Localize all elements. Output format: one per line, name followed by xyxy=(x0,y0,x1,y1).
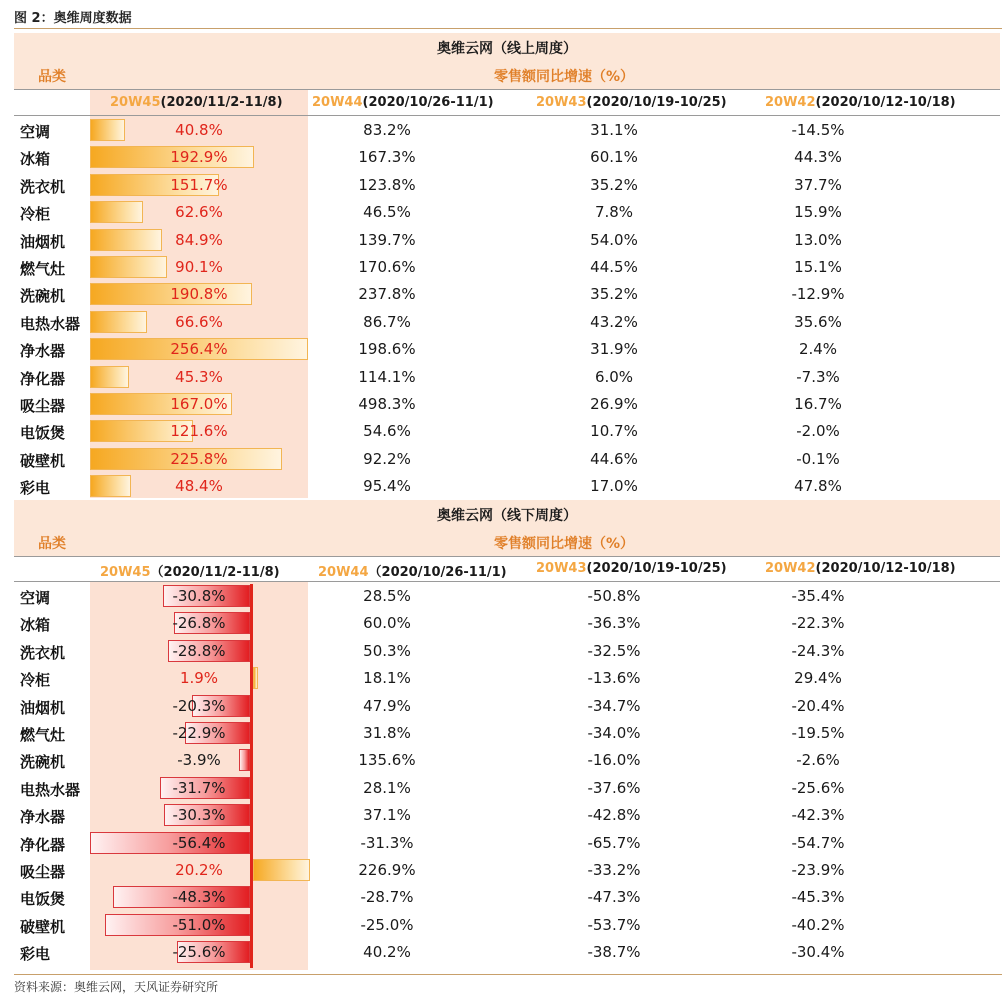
source-note: 资料来源：奥维云网，天风证券研究所 xyxy=(14,980,219,994)
value-w45: 20.2% xyxy=(175,861,223,879)
value-w44: -31.3% xyxy=(360,833,414,852)
table-row xyxy=(14,830,1000,857)
value-w45: 256.4% xyxy=(170,340,228,359)
value-w45: 151.7% xyxy=(170,175,228,194)
category-label: 洗衣机 xyxy=(20,643,66,662)
value-w42: -2.6% xyxy=(796,751,840,770)
table-row xyxy=(14,391,1000,418)
offline-header-w42: 20W42(2020/10/12-10/18) xyxy=(765,561,956,576)
value-w44: 95.4% xyxy=(363,477,411,496)
value-w42: -20.4% xyxy=(791,696,845,715)
value-w42: -40.2% xyxy=(791,915,845,934)
value-w44: 37.1% xyxy=(363,806,411,825)
table-row xyxy=(14,693,1000,720)
table-row xyxy=(14,172,1000,199)
value-w43: -50.8% xyxy=(587,587,641,605)
value-w45: -48.3% xyxy=(172,888,226,907)
value-w45: -25.6% xyxy=(172,943,226,962)
value-w42: 47.8% xyxy=(794,477,842,496)
value-w42: 29.4% xyxy=(794,669,842,688)
value-w44: 31.8% xyxy=(363,724,411,742)
value-w44: 28.1% xyxy=(363,778,411,797)
value-w43: 35.2% xyxy=(590,175,638,194)
value-w45: 90.1% xyxy=(175,258,223,276)
value-w44: 86.7% xyxy=(363,312,411,331)
value-w42: 44.3% xyxy=(794,148,842,167)
value-w45: 121.6% xyxy=(170,422,228,441)
value-w43: -16.0% xyxy=(587,751,641,770)
value-w43: 60.1% xyxy=(590,148,638,167)
category-label: 洗碗机 xyxy=(20,753,66,772)
value-w43: 31.1% xyxy=(590,121,638,139)
value-w45: -3.9% xyxy=(177,751,221,770)
category-label: 空调 xyxy=(20,123,51,141)
table-row xyxy=(14,199,1000,226)
value-w42: -7.3% xyxy=(796,367,840,386)
value-w45: -30.8% xyxy=(172,587,226,605)
category-label: 破壁机 xyxy=(20,451,66,470)
value-w43: 35.2% xyxy=(590,285,638,304)
value-w42: 13.0% xyxy=(794,230,842,249)
value-w42: -30.4% xyxy=(791,943,845,962)
value-w42: 16.7% xyxy=(794,395,842,413)
value-w43: 43.2% xyxy=(590,312,638,331)
table-row xyxy=(14,747,1000,774)
online-header-w43: 20W43(2020/10/19-10/25) xyxy=(536,95,727,110)
value-w42: 2.4% xyxy=(798,340,838,359)
value-w44: -25.0% xyxy=(360,915,414,934)
value-w45: 225.8% xyxy=(170,449,228,468)
figure-title: 图 2：奥维周度数据 xyxy=(14,11,132,26)
table-row xyxy=(14,254,1000,281)
value-w42: -25.6% xyxy=(791,778,845,797)
table-row xyxy=(14,720,1000,747)
table-row xyxy=(14,117,1000,144)
value-w43: 17.0% xyxy=(590,477,638,496)
value-w42: -14.5% xyxy=(791,121,845,139)
value-w43: 31.9% xyxy=(590,340,638,359)
category-label: 冰箱 xyxy=(20,150,51,169)
value-w43: -38.7% xyxy=(587,943,641,962)
value-w43: 44.6% xyxy=(590,449,638,468)
value-w45: 84.9% xyxy=(175,230,223,249)
value-w42: -35.4% xyxy=(791,587,845,605)
online-section xyxy=(14,33,1000,498)
value-w44: 47.9% xyxy=(363,696,411,715)
value-w44: 167.3% xyxy=(358,148,416,167)
category-label: 洗碗机 xyxy=(20,287,66,306)
value-w43: -36.3% xyxy=(587,614,641,633)
category-label: 电饭煲 xyxy=(20,890,66,909)
value-w42: -2.0% xyxy=(796,422,840,441)
table-row xyxy=(14,281,1000,308)
table-row xyxy=(14,857,1000,884)
category-label: 电热水器 xyxy=(20,314,81,333)
value-w44: 198.6% xyxy=(358,340,416,359)
category-label: 吸尘器 xyxy=(20,397,66,415)
value-w44: 60.0% xyxy=(363,614,411,633)
value-w43: 26.9% xyxy=(590,395,638,413)
table-row xyxy=(14,309,1000,336)
offline-header-w43: 20W43(2020/10/19-10/25) xyxy=(536,561,727,576)
value-w44: 50.3% xyxy=(363,641,411,660)
value-w44: 83.2% xyxy=(363,121,411,139)
offline-section xyxy=(14,500,1000,970)
value-w42: -23.9% xyxy=(791,861,845,879)
value-w45: 190.8% xyxy=(170,285,228,304)
value-w44: 28.5% xyxy=(363,587,411,605)
value-w45: 167.0% xyxy=(170,395,228,413)
category-label: 空调 xyxy=(20,589,51,607)
category-label: 冷柜 xyxy=(20,671,51,690)
value-w45: 62.6% xyxy=(175,203,223,222)
value-w43: 6.0% xyxy=(594,367,634,386)
value-w43: -13.6% xyxy=(587,669,641,688)
value-w45: 45.3% xyxy=(175,367,223,386)
value-w43: -32.5% xyxy=(587,641,641,660)
value-w42: -12.9% xyxy=(791,285,845,304)
online-header-w44: 20W44(2020/10/26-11/1) xyxy=(312,95,494,110)
footer-rule xyxy=(14,974,1002,975)
value-w44: 170.6% xyxy=(358,258,416,276)
table-row xyxy=(14,638,1000,665)
value-w45: -26.8% xyxy=(172,614,226,633)
category-label: 破壁机 xyxy=(20,917,66,936)
value-w45: 40.8% xyxy=(175,121,223,139)
category-label: 净水器 xyxy=(20,808,66,827)
figure-title-rule xyxy=(14,28,1002,29)
offline-header-top-rule xyxy=(14,556,1000,557)
value-w44: 18.1% xyxy=(363,669,411,688)
value-w44: 114.1% xyxy=(358,367,416,386)
value-w45: 192.9% xyxy=(170,148,228,167)
value-w42: 15.9% xyxy=(794,203,842,222)
value-w43: 54.0% xyxy=(590,230,638,249)
category-label: 燃气灶 xyxy=(20,260,66,278)
value-w44: 40.2% xyxy=(363,943,411,962)
offline-header-w45: 20W45（2020/11/2-11/8) xyxy=(100,565,280,580)
table-row xyxy=(14,583,1000,610)
value-w44: -28.7% xyxy=(360,888,414,907)
value-w42: -45.3% xyxy=(791,888,845,907)
table-row xyxy=(14,665,1000,692)
value-w44: 226.9% xyxy=(358,861,416,879)
value-w45: -56.4% xyxy=(172,833,226,852)
value-w43: 44.5% xyxy=(590,258,638,276)
online-header-bottom-rule xyxy=(14,115,1000,116)
value-w43: 7.8% xyxy=(594,203,634,222)
table-row xyxy=(14,336,1000,363)
value-w44: 135.6% xyxy=(358,751,416,770)
table-row xyxy=(14,912,1000,939)
table-row xyxy=(14,775,1000,802)
category-label: 净水器 xyxy=(20,342,66,361)
value-w43: -53.7% xyxy=(587,915,641,934)
value-w43: -37.6% xyxy=(587,778,641,797)
value-w44: 54.6% xyxy=(363,422,411,441)
online-metric-label: 零售额同比增速（%） xyxy=(493,69,635,85)
value-w42: 37.7% xyxy=(794,175,842,194)
value-w42: -24.3% xyxy=(791,641,845,660)
table-row xyxy=(14,227,1000,254)
value-w42: -22.3% xyxy=(791,614,845,633)
category-label: 油烟机 xyxy=(20,698,66,717)
value-w45: -20.3% xyxy=(172,696,226,715)
online-category-label: 品类 xyxy=(38,69,66,85)
category-label: 净化器 xyxy=(20,835,66,854)
value-w44: 139.7% xyxy=(358,230,416,249)
value-w45: -51.0% xyxy=(172,915,226,934)
value-w44: 237.8% xyxy=(358,285,416,304)
online-title: 奥维云网（线上周度） xyxy=(437,41,577,57)
offline-header-w44: 20W44（2020/10/26-11/1) xyxy=(318,565,507,580)
value-w42: -19.5% xyxy=(791,724,845,742)
offline-metric-label: 零售额同比增速（%） xyxy=(493,536,635,552)
value-w43: -34.7% xyxy=(587,696,641,715)
value-w42: 15.1% xyxy=(794,258,842,276)
online-header-w45: 20W45(2020/11/2-11/8) xyxy=(110,95,283,110)
category-label: 冰箱 xyxy=(20,616,51,635)
value-w43: -33.2% xyxy=(587,861,641,879)
value-w43: -34.0% xyxy=(587,724,641,742)
value-w42: -42.3% xyxy=(791,806,845,825)
value-w45: 1.9% xyxy=(179,669,219,688)
table-row xyxy=(14,939,1000,966)
category-label: 洗衣机 xyxy=(20,177,66,196)
value-w42: 35.6% xyxy=(794,312,842,331)
category-label: 燃气灶 xyxy=(20,726,66,744)
category-label: 彩电 xyxy=(20,945,51,964)
table-row xyxy=(14,446,1000,473)
value-w45: 66.6% xyxy=(175,312,223,331)
category-label: 电饭煲 xyxy=(20,424,66,443)
value-w45: 48.4% xyxy=(175,477,223,496)
category-label: 彩电 xyxy=(20,479,51,498)
value-w45: -31.7% xyxy=(172,778,226,797)
value-w45: -30.3% xyxy=(172,806,226,825)
category-label: 油烟机 xyxy=(20,232,66,251)
category-label: 电热水器 xyxy=(20,780,81,799)
offline-title: 奥维云网（线下周度） xyxy=(437,508,577,524)
value-w44: 498.3% xyxy=(358,395,416,413)
value-w43: -65.7% xyxy=(587,833,641,852)
category-label: 冷柜 xyxy=(20,205,51,224)
table-row xyxy=(14,802,1000,829)
value-w44: 92.2% xyxy=(363,449,411,468)
value-w42: -0.1% xyxy=(796,449,840,468)
value-w42: -54.7% xyxy=(791,833,845,852)
table-row xyxy=(14,144,1000,171)
category-label: 吸尘器 xyxy=(20,863,66,881)
value-w43: -42.8% xyxy=(587,806,641,825)
table-row xyxy=(14,473,1000,500)
table-row xyxy=(14,610,1000,637)
value-w45: -22.9% xyxy=(172,724,226,742)
offline-category-label: 品类 xyxy=(38,536,66,552)
table-row xyxy=(14,884,1000,911)
table-row xyxy=(14,364,1000,391)
value-w43: 10.7% xyxy=(590,422,638,441)
value-w44: 123.8% xyxy=(358,175,416,194)
value-w43: -47.3% xyxy=(587,888,641,907)
zero-axis xyxy=(250,584,253,968)
online-header-w42: 20W42(2020/10/12-10/18) xyxy=(765,95,956,110)
category-label: 净化器 xyxy=(20,369,66,388)
value-w44: 46.5% xyxy=(363,203,411,222)
value-w45: -28.8% xyxy=(172,641,226,660)
table-row xyxy=(14,418,1000,445)
